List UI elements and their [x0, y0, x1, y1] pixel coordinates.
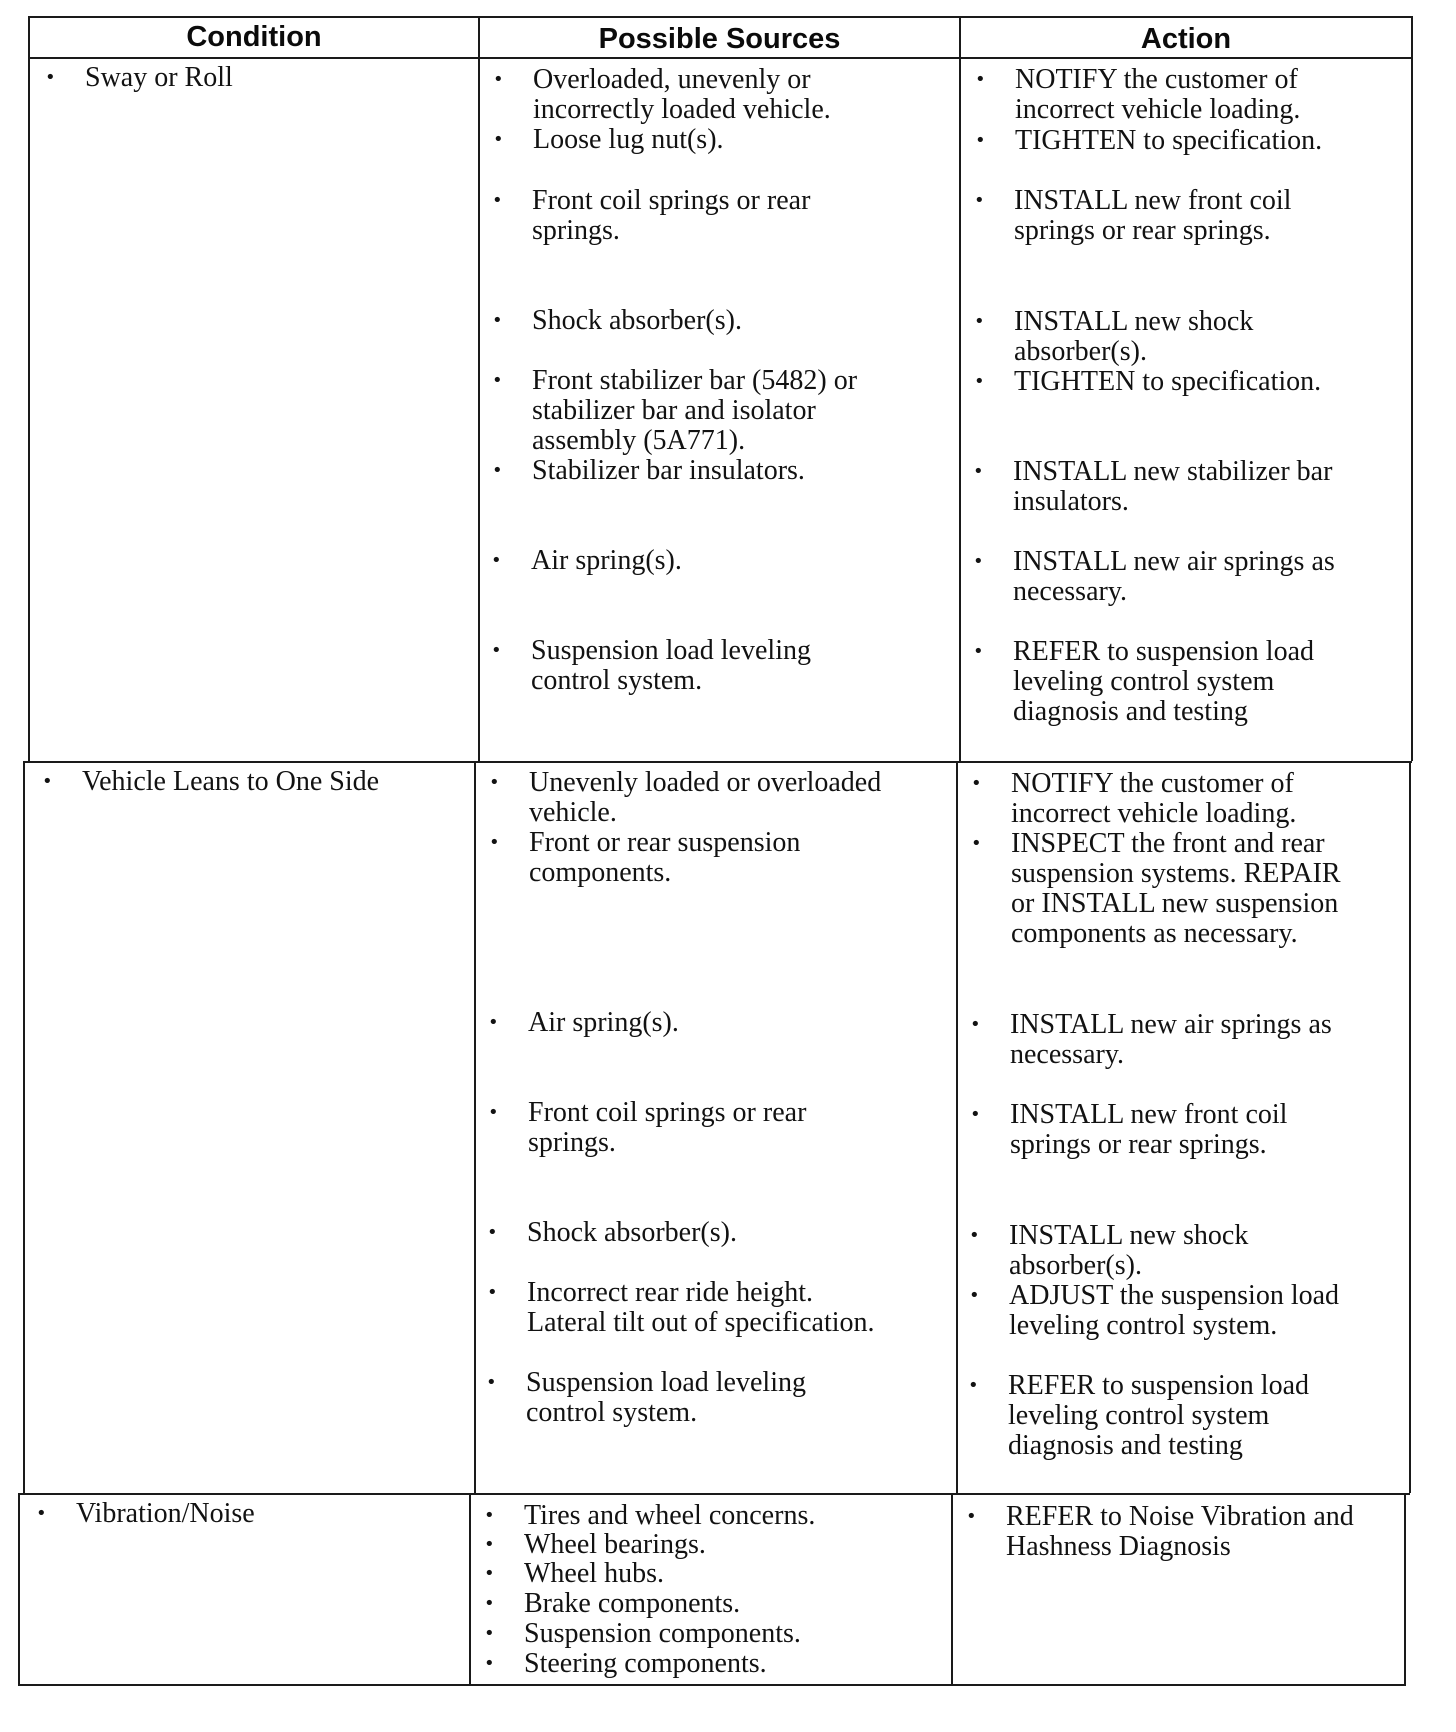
- action-text: TIGHTEN to specification.: [1014, 366, 1322, 397]
- source-text: Wheel bearings.: [524, 1529, 706, 1560]
- bullet-icon: •: [973, 641, 984, 662]
- action-text: INSTALL new shock absorber(s).: [1014, 306, 1254, 367]
- bullet-icon: •: [491, 550, 502, 571]
- bullet-icon: •: [969, 1225, 980, 1246]
- bullet-icon: •: [971, 773, 982, 794]
- bullet-icon: •: [489, 772, 500, 793]
- source-text: Front or rear suspension components.: [529, 827, 801, 888]
- action-text: INSTALL new air springs as necessary.: [1013, 546, 1335, 607]
- source-text: Overloaded, unevenly or incorrectly loaded vehicle.: [533, 64, 831, 125]
- action-text: REFER to suspension load leveling control system diagnosis and testing: [1013, 636, 1315, 727]
- source-text: Suspension load leveling control system.: [526, 1367, 806, 1428]
- bullet-icon: •: [971, 833, 982, 854]
- bullet-icon: •: [491, 640, 502, 661]
- condition-text: Sway or Roll: [85, 62, 233, 93]
- source-text: Air spring(s).: [528, 1007, 679, 1038]
- bullet-icon: •: [486, 1372, 497, 1393]
- header-action: Action: [1140, 23, 1232, 55]
- bullet-icon: •: [487, 1282, 498, 1303]
- source-text: Shock absorber(s).: [527, 1217, 737, 1248]
- action-text: INSTALL new shock absorber(s).: [1009, 1220, 1249, 1281]
- bullet-icon: •: [489, 832, 500, 853]
- column-divider-2: [959, 16, 961, 761]
- source-text: Wheel hubs.: [524, 1558, 664, 1589]
- bullet-icon: •: [36, 1503, 47, 1524]
- source-text: Front coil springs or rear springs.: [532, 185, 811, 246]
- bullet-icon: •: [975, 130, 986, 151]
- bullet-icon: •: [484, 1593, 495, 1614]
- action-text: REFER to suspension load leveling control system diagnosis and testing: [1008, 1370, 1310, 1461]
- source-text: Incorrect rear ride height. Lateral tilt out of specification.: [527, 1277, 875, 1338]
- bullet-icon: •: [974, 371, 985, 392]
- header-condition: Condition: [186, 21, 322, 53]
- table-bottom-border: [18, 1684, 1406, 1686]
- source-text: Air spring(s).: [531, 545, 682, 576]
- column-divider-1: [474, 761, 476, 1493]
- bullet-icon: •: [484, 1653, 495, 1674]
- source-text: Shock absorber(s).: [532, 305, 742, 336]
- action-text: INSTALL new front coil springs or rear springs.: [1014, 185, 1292, 246]
- source-text: Front stabilizer bar (5482) or stabilizer bar and isolator assembly (5A771).: [532, 365, 858, 456]
- bullet-icon: •: [488, 1102, 499, 1123]
- action-text: TIGHTEN to specification.: [1015, 125, 1323, 156]
- action-text: INSTALL new front coil springs or rear springs.: [1010, 1099, 1288, 1160]
- bullet-icon: •: [484, 1505, 495, 1526]
- action-text: NOTIFY the customer of incorrect vehicle loading.: [1015, 64, 1301, 125]
- action-text: ADJUST the suspension load leveling control system.: [1009, 1280, 1340, 1341]
- bullet-icon: •: [975, 69, 986, 90]
- action-text: INSPECT the front and rear suspension systems. REPAIR or INSTALL new suspension components as necessary.: [1011, 828, 1341, 949]
- table-left-border: [23, 761, 25, 1493]
- bullet-icon: •: [968, 1375, 979, 1396]
- bullet-icon: •: [492, 370, 503, 391]
- source-text: Suspension components.: [524, 1618, 801, 1649]
- bullet-icon: •: [42, 771, 53, 792]
- bullet-icon: •: [484, 1534, 495, 1555]
- row-divider-2: [20, 1493, 1410, 1495]
- bullet-icon: •: [492, 190, 503, 211]
- source-text: Brake components.: [524, 1588, 741, 1619]
- bullet-icon: •: [45, 67, 56, 88]
- bullet-icon: •: [973, 551, 984, 572]
- source-text: Loose lug nut(s).: [533, 124, 724, 155]
- header-possible-sources: Possible Sources: [598, 23, 841, 55]
- action-text: REFER to Noise Vibration and Hashness Diagnosis: [1006, 1501, 1354, 1562]
- table-left-border: [18, 1493, 20, 1686]
- source-text: Front coil springs or rear springs.: [528, 1097, 807, 1158]
- action-text: NOTIFY the customer of incorrect vehicle loading.: [1011, 768, 1297, 829]
- bullet-icon: •: [492, 310, 503, 331]
- column-divider-2: [951, 1493, 953, 1686]
- bullet-icon: •: [974, 311, 985, 332]
- bullet-icon: •: [484, 1623, 495, 1644]
- bullet-icon: •: [974, 190, 985, 211]
- condition-text: Vibration/Noise: [76, 1498, 255, 1529]
- bullet-icon: •: [969, 1285, 980, 1306]
- source-text: Unevenly loaded or overloaded vehicle.: [529, 767, 882, 828]
- action-text: INSTALL new stabilizer bar insulators.: [1013, 456, 1333, 517]
- column-divider-1: [478, 16, 480, 761]
- source-text: Suspension load leveling control system.: [531, 635, 811, 696]
- bullet-icon: •: [484, 1563, 495, 1584]
- column-divider-2: [956, 761, 958, 1493]
- bullet-icon: •: [970, 1014, 981, 1035]
- bullet-icon: •: [970, 1104, 981, 1125]
- condition-text: Vehicle Leans to One Side: [82, 766, 380, 797]
- bullet-icon: •: [487, 1222, 498, 1243]
- row-divider-1: [25, 761, 1412, 763]
- bullet-icon: •: [973, 461, 984, 482]
- bullet-icon: •: [492, 460, 503, 481]
- source-text: Steering components.: [524, 1648, 767, 1679]
- bullet-icon: •: [493, 69, 504, 90]
- table-left-border: [28, 16, 30, 761]
- bullet-icon: •: [493, 129, 504, 150]
- action-text: INSTALL new air springs as necessary.: [1010, 1009, 1332, 1070]
- bullet-icon: •: [488, 1012, 499, 1033]
- bullet-icon: •: [966, 1506, 977, 1527]
- source-text: Stabilizer bar insulators.: [532, 455, 805, 486]
- source-text: Tires and wheel concerns.: [524, 1500, 816, 1531]
